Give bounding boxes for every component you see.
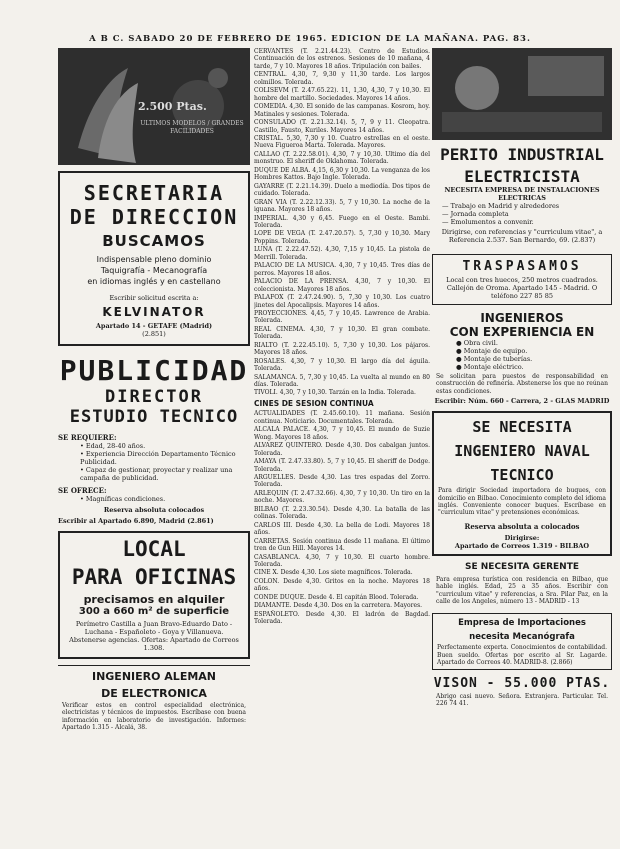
aleman-text: Verificar estos en control especialidad electrónica, electricistas y técnicos de impuestos. Escríbase con buena información en laboratorio de investigación. Informes: Apartado 1.315 - Alcalá, 38. <box>62 702 246 732</box>
req-line: Taquigrafía - Mecanografía <box>100 266 208 275</box>
traspasamos-title: TRASPASAMOS <box>462 259 582 274</box>
ad-reference: (2.851) <box>142 330 166 338</box>
listing-block-1 <box>254 48 430 397</box>
listing-entry: DIAMANTE. Desde 4,30. Dos en la carretera. Mayores. <box>254 602 423 610</box>
listing-entry: ROSALES. 4,30, 7 y 10,30. El largo día del águila. Tolerada. <box>254 357 430 373</box>
listing-entry: RIALTO (T. 2.22.45.10). 5, 7,30 y 10,30. Los pájaros. Mayores 18 años. <box>254 341 430 357</box>
vison-title: VISON - 55.000 PTAS. <box>433 675 611 691</box>
offer-heading: SE OFRECE: <box>58 486 107 495</box>
listing-entry: CARLOS III. Desde 4,30. La bella de Lodi. Mayores 18 años. <box>254 521 430 537</box>
naval-contact: Dirigirse: <box>504 533 540 542</box>
perito-footer: Dirigirse, con referencias y "curriculum vitae", a Referencia 2.537. San Bernardo, 69. (2.837) <box>441 228 603 244</box>
perito-ad <box>432 146 612 248</box>
fur-coat-ad-image <box>58 48 250 165</box>
ingenieros-title: INGENIEROS <box>480 311 564 325</box>
listing-entry: CARRETAS. Sesión continua desde 11 mañana. El último tren de Gun Hill. Mayores 14. <box>254 537 430 553</box>
electricista-title: ELECTRICISTA <box>464 167 580 186</box>
apply-footer: Escribir al Apartado 6.890, Madrid (2.861) <box>58 517 214 525</box>
listing-entry: PALACIO DE LA PRENSA. 4,30, 7 y 10,30. El coleccionista. Mayores 18 años. <box>254 278 430 293</box>
ingenieros-text: Se solicitan para puestos de responsabilidad en construcción de refinería. Abstenerse los que no reúnan estas condiciones. <box>436 373 608 395</box>
page-header: A B C. SABADO 20 DE FEBRERO DE 1965. EDICION DE LA MAÑANA. PAG. 83. <box>89 34 531 44</box>
perito-title: PERITO INDUSTRIAL <box>440 145 604 164</box>
gerente-text: Para empresa turística con residencia en Bilbao, que hable inglés. Edad, 25 a 35 años. Escribir con "curriculum vitae" y referencias, a Sra. Pilar Paz, en la calle de los Angeles, número 13 - MADRID - 13 <box>436 575 608 606</box>
estudio-title: ESTUDIO TECNICO <box>69 407 239 427</box>
local-subtitle: precisamos en alquiler <box>83 593 225 606</box>
publicidad-ad <box>58 354 250 525</box>
listing-entry: ARLEQUIN (T. 2.47.32.66). 4,30, 7 y 10,30. Un tiro en la noche. Mayores. <box>254 489 430 505</box>
listing-entry: IMPERIAL. 4,30 y 6,45. Fuego en el Oeste. Bambi. Tolerada. <box>254 214 430 229</box>
listing-entry: CINE X. Desde 4,30. Los siete magníficos. Tolerada. <box>254 569 413 577</box>
ingeniero-aleman-ad <box>58 665 250 734</box>
apply-note: Escribir solicitud escrita a: <box>109 294 199 302</box>
empresa-title: Empresa de Importaciones <box>458 618 586 629</box>
requirement-item: • Capaz de gestionar, proyectar y realizar una campaña de publicidad. <box>80 466 233 482</box>
listing-entry: GRAN VIA (T. 2.22.12.33). 5, 7 y 10,30. La noche de la iguana. Mayores 18 años. <box>254 198 430 214</box>
local-title: LOCAL <box>122 537 186 561</box>
gerente-ad <box>432 562 612 608</box>
right-image-ad <box>432 48 612 140</box>
listing-entry: AMAYA (T. 2.47.33.80). 5, 7 y 10,45. El sheriff de Dodge. Tolerada. <box>254 458 430 473</box>
listing-entry: PALAFOX (T. 2.47.24.90). 5, 7,30 y 10,30. Los cuatro jinetes del Apocalipsis. Mayores 14 años. <box>254 294 430 309</box>
listing-entry: REAL CINEMA. 4,30, 7 y 10,30. El gran combate. Tolerada. <box>254 325 430 341</box>
listing-entry: CENTRAL. 4,30, 7, 9,30 y 11,30 tarde. Los largos colmillos. Tolerada. <box>254 71 430 86</box>
listing-entry: CERVANTES (T. 2.21.44.23). Centro de Estudios. Continuación de los estrenos. Sesiones de 10 mañana, 4 tarde, 7 y 10. Mayores 18 años. Tripulación con bailes. <box>254 48 430 70</box>
listing-entry: GAYARRE (T. 2.21.14.39). Duelo a mediodía. Dos tipos de cuidado. Tolerada. <box>254 182 430 198</box>
listing-entry: SALAMANCA. 5, 7,30 y 10,45. La vuelta al mundo en 80 días. Tolerada. <box>254 373 430 389</box>
ingeniero-naval-ad <box>432 411 612 556</box>
publicidad-title: PUBLICIDAD <box>59 354 249 387</box>
listing-entry: ALCALA PALACE. 4,30, 7 y 10,45. El mundo de Suzie Wong. Mayores 18 años. <box>254 426 430 441</box>
aleman-title: INGENIERO ALEMAN <box>91 670 216 683</box>
perito-company: NECESITA EMPRESA DE INSTALACIONES ELECTRICAS <box>444 186 600 202</box>
listing-entry: ALVAREZ QUINTERO. Desde 4,30. Dos cabalgan juntos. Tolerada. <box>254 442 430 457</box>
buscamos-label: BUSCAMOS <box>102 232 206 250</box>
listing-entry: PROYECCIONES. 4,45, 7 y 10,45. Lawrence de Arabia. Tolerada. <box>254 309 430 325</box>
secretaria-title2: DE DIRECCION <box>69 205 239 229</box>
listing-entry: CRISTAL. 5,30, 7,30 y 10. Cuatro estrellas en el oeste. Nueva Figueroa Marta. Tolerada. Mayores. <box>254 134 430 150</box>
empresa-ad <box>432 613 612 669</box>
director-title: DIRECTOR <box>105 387 203 407</box>
vison-text: Abrigo casi nuevo. Señora. Extranjera. Particular. Tel. 226 74 41. <box>436 692 608 708</box>
listing-entry: BILBAO (T. 2.23.30.54). Desde 4,30. La batalla de las colinas. Tolerada. <box>254 505 430 521</box>
req-line: Indispensable pleno dominio <box>96 255 212 264</box>
naval-text: Para dirigir Sociedad importadora de buques, con domicilio en Bilbao. Conocimiento completo del idioma inglés. Conveniente conocer buques. Escríbase en "curriculum vitae" y pretensiones económicas. <box>438 487 606 517</box>
ingenieros-footer: Escribir: Núm. 660 - Carrera, 2 - GLAS MADRID <box>434 397 610 406</box>
portrait-illustration-icon <box>432 48 612 140</box>
tecnico-title: TECNICO <box>490 466 554 485</box>
local-text: Perímetro Castilla a Juan Bravo-Eduardo Dato - Luchana - Españoleto - Goya y Villanueva. Abstenerse agencias. Ofertas: Apartado de Correos 1.308. <box>69 620 239 652</box>
left-column <box>58 48 250 740</box>
perito-item: — Jornada completa <box>442 210 509 218</box>
req-line: en idiomas inglés y en castellano <box>87 277 221 286</box>
company-address: Apartado 14 - GETAFE (Madrid) <box>95 322 213 330</box>
listing-entry: COMEDIA. 4,30. El sonido de las campanas. Kosrom, hoy. Matinales y sesiones. Tolerada. <box>254 103 430 118</box>
ingenieros-item: ● Montaje eléctrico. <box>456 363 524 371</box>
vison-ad <box>432 676 612 710</box>
listing-entry: CALLAO (T. 2.22.58.01). 4,30, 7 y 10,30. Ultimo día del monstruo. El sheriff de Oklahoma. Tolerada. <box>254 150 430 166</box>
section-heading: CINES DE SESION CONTINUA <box>254 398 374 408</box>
naval-title: INGENIERO NAVAL <box>454 442 590 461</box>
offer-item: • Magníficas condiciones. <box>80 495 166 503</box>
cinema-listings <box>254 48 430 843</box>
local-oficinas-ad <box>58 531 250 659</box>
listing-block-2 <box>254 410 430 625</box>
perito-item: — Emolumentos a convenir. <box>442 218 534 226</box>
traspasamos-ad <box>432 254 612 305</box>
electronica-title: DE ELECTRONICA <box>101 687 207 700</box>
listing-entry: CASABLANCA. 4,30, 7 y 10,30. El cuarto hombre. Tolerada. <box>254 553 430 568</box>
ingenieros-item: ● Montaje de equipo. <box>456 347 528 355</box>
ingenieros-item: ● Obra civil. <box>456 339 498 347</box>
listing-entry: CONSULADO (T. 2.21.32.14). 5, 7, 9 y 11. Cleopatra. Castillo, Fausto, Kuriles. Mayores 14 años. <box>254 119 430 134</box>
ad-caption: ULTIMOS MODELOS / GRANDES FACILIDADES <box>140 120 244 135</box>
listing-entry: TIVOLI. 4,30, 7 y 10,30. Tarzán en la India. Tolerada. <box>254 389 416 397</box>
secretaria-ad <box>58 171 250 346</box>
listing-entry: ACTUALIDADES (T. 2.45.60.10). 11 mañana. Sesión continua. Noticiario. Documentales. Tolerada. <box>254 410 430 425</box>
listing-entry: COLON. Desde 4,30. Gritos en la noche. Mayores 18 años. <box>254 577 430 593</box>
right-column <box>432 48 612 716</box>
local-surface: 300 a 660 m² de superficie <box>78 606 230 617</box>
perito-item: — Trabajo en Madrid y alrededores <box>442 202 560 210</box>
requirement-item: • Experiencia Dirección Departamento Técnico Publicidad. <box>80 450 236 466</box>
listing-entry: PALACIO DE LA MUSICA. 4,30, 7 y 10,45. Tres días de perros. Mayores 18 años. <box>254 262 430 277</box>
ingenieros-item: ● Montaje de tuberías. <box>456 355 533 363</box>
listing-entry: CONDE DUQUE. Desde 4. El capitán Blood. Tolerada. <box>254 593 419 601</box>
se-necesita-title: SE NECESITA <box>472 418 572 437</box>
listing-entry: ESPAÑOLETO. Desde 4,30. El ladrón de Bagdad. Tolerada. <box>254 610 430 626</box>
company-name: KELVINATOR <box>102 305 206 319</box>
traspasamos-text: Local con tres huecos, 250 metros cuadrados. Callejón de Oroma. Apartado 145 - Madrid. O teléfono 227 85 85 <box>446 276 598 300</box>
reserve-note: Reserva absoluta colocados <box>103 506 205 514</box>
mecanografa-title: necesita Mecanógrafa <box>469 632 575 643</box>
listing-entry: LUNA (T. 2.22.47.52). 4,30, 7,15 y 10,45. La pistola de Merrill. Tolerada. <box>254 246 430 261</box>
requirements-heading: SE REQUIERE: <box>58 433 117 442</box>
oficinas-title: PARA OFICINAS <box>71 565 237 589</box>
secretaria-title: SECRETARIA <box>83 181 225 205</box>
listing-entry: DUQUE DE ALBA. 4,15, 6,30 y 10,30. La venganza de los Hombres Kattos. Bajo Ingle. Tolerada. <box>254 166 430 182</box>
ingenieros-ad <box>432 311 612 405</box>
naval-reserve: Reserva absoluta a colocados <box>464 521 580 531</box>
naval-address: Apartado de Correos 1.319 - BILBAO <box>454 541 590 550</box>
gerente-title: SE NECESITA GERENTE <box>465 561 579 572</box>
empresa-text: Perfectamente experta. Conocimientos de contabilidad. Buen sueldo. Ofertas por escrito al Sr. Lagarde. Apartado de Correos 40. MADRID-8. (2.866) <box>437 644 607 667</box>
experiencia-title: CON EXPERIENCIA EN <box>449 325 595 339</box>
listing-entry: ARGUELLES. Desde 4,30. Las tres espadas del Zorro. Tolerada. <box>254 474 430 489</box>
requirement-item: • Edad, 28-40 años. <box>80 442 146 450</box>
listing-entry: COLISEVM (T. 2.47.65.22). 11, 1,30, 4,30, 7 y 10,30. El hombre del martillo. Sociedades. Mayores 14 años. <box>254 87 430 102</box>
listing-entry: LOPE DE VEGA (T. 2.47.20.57). 5, 7,30 y 10,30. Mary Poppins. Tolerada. <box>254 230 430 245</box>
ad-price: 2.500 Ptas. <box>138 100 207 113</box>
